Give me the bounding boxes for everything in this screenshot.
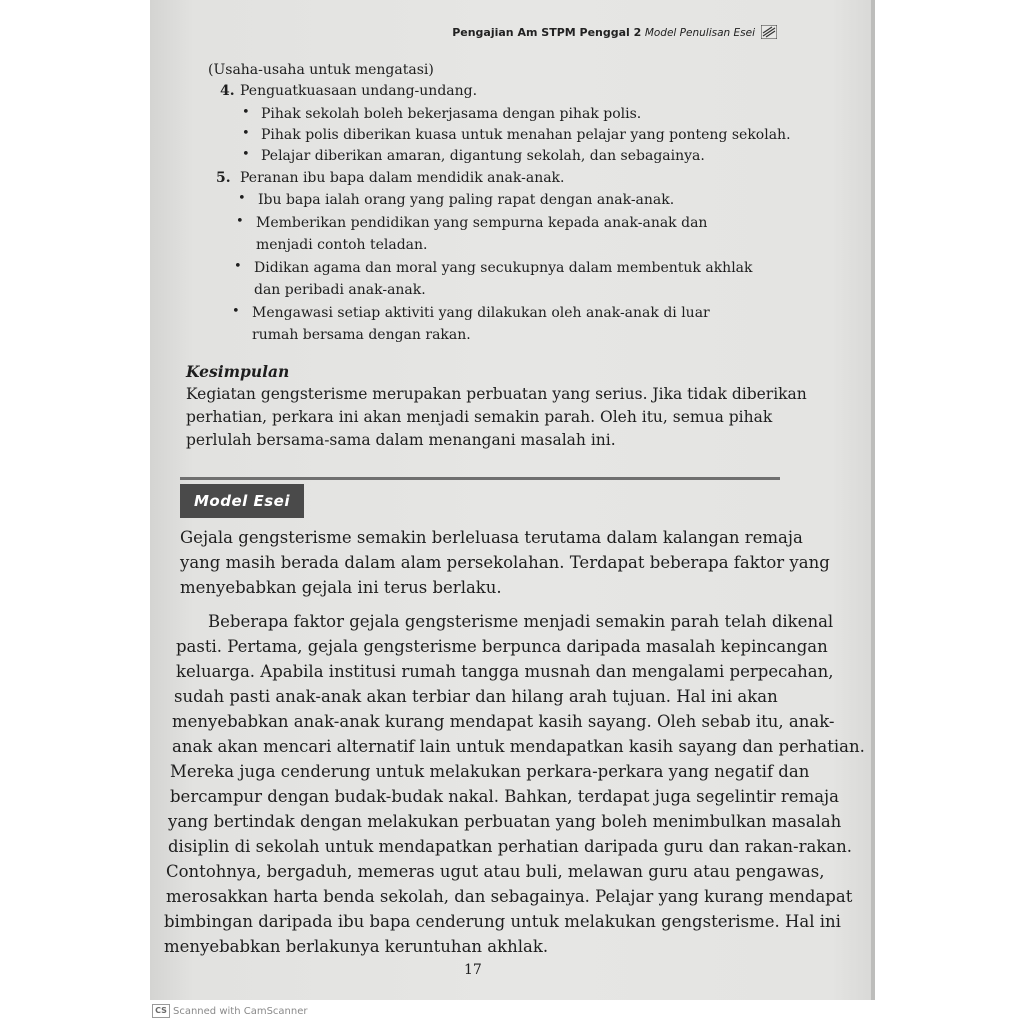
point-number: 4.	[220, 83, 235, 99]
bullet-icon: •	[242, 105, 250, 120]
essay-body-line: bercampur dengan budak-budak nakal. Bahkan, terdapat juga segelintir remaja	[170, 787, 840, 806]
essay-body-line: yang bertindak dengan melakukan perbuatan yang boleh menimbulkan masalah	[168, 812, 842, 831]
camscanner-logo-icon: CS	[152, 1004, 170, 1018]
model-esei-label: Model Esei	[180, 484, 304, 518]
bullet-icon: •	[242, 147, 250, 162]
essay-body-line: bimbingan daripada ibu bapa cenderung untuk melakukan gengsterisme. Hal ini	[164, 912, 841, 931]
bullet-icon: •	[242, 126, 250, 141]
essay-body-line: sudah pasti anak-anak akan terbiar dan hilang arah tujuan. Hal ini akan	[174, 687, 778, 706]
bullet-text: Mengawasi setiap aktiviti yang dilakukan oleh anak-anak di luar	[252, 305, 710, 321]
bullet-icon: •	[234, 259, 242, 274]
conclusion-line: Kegiatan gengsterisme merupakan perbuatan yang serius. Jika tidak diberikan	[186, 385, 807, 403]
essay-body-line: menyebabkan anak-anak kurang mendapat kasih sayang. Oleh sebab itu, anak-	[172, 712, 835, 731]
page-corner-icon	[761, 25, 777, 39]
essay-body-line: pasti. Pertama, gejala gengsterisme berpunca daripada masalah kepincangan	[176, 637, 828, 656]
point-number: 5.	[216, 170, 231, 186]
bullet-text: Pihak sekolah boleh bekerjasama dengan pihak polis.	[261, 106, 642, 122]
bullet-text-continued: menjadi contoh teladan.	[256, 237, 428, 253]
point-title: Peranan ibu bapa dalam mendidik anak-anak.	[240, 170, 565, 186]
essay-body-line: menyebabkan berlakunya keruntuhan akhlak.	[164, 937, 549, 956]
book-page	[150, 0, 875, 1000]
bullet-text-continued: dan peribadi anak-anak.	[254, 282, 426, 298]
essay-body-line: disiplin di sekolah untuk mendapatkan perhatian daripada guru dan rakan-rakan.	[168, 837, 853, 856]
essay-body-line: Mereka juga cenderung untuk melakukan perkara-perkara yang negatif dan	[170, 762, 810, 781]
bullet-icon: •	[238, 191, 246, 206]
bullet-icon: •	[232, 304, 240, 319]
bullet-text: Didikan agama dan moral yang secukupnya dalam membentuk akhlak	[254, 260, 753, 276]
section-divider	[180, 477, 780, 480]
section-heading: (Usaha-usaha untuk mengatasi)	[208, 62, 434, 78]
essay-body-line: merosakkan harta benda sekolah, dan sebagainya. Pelajar yang kurang mendapat	[166, 887, 853, 906]
bullet-text: Memberikan pendidikan yang sempurna kepada anak-anak dan	[256, 215, 708, 231]
essay-body-line: keluarga. Apabila institusi rumah tangga musnah dan mengalami perpecahan,	[176, 662, 834, 681]
essay-intro-line: Gejala gengsterisme semakin berleluasa terutama dalam kalangan remaja	[180, 528, 803, 547]
essay-body-line: anak akan mencari alternatif lain untuk mendapatkan kasih sayang dan perhatian.	[172, 737, 865, 756]
essay-intro-line: menyebabkan gejala ini terus berlaku.	[180, 578, 502, 597]
book-title: Pengajian Am STPM Penggal 2	[452, 26, 642, 39]
bullet-text: Pelajar diberikan amaran, digantung sekolah, dan sebagainya.	[261, 148, 705, 164]
running-header	[452, 26, 755, 39]
bullet-icon: •	[236, 214, 244, 229]
essay-body-line: Contohnya, bergaduh, memeras ugut atau buli, melawan guru atau pengawas,	[166, 862, 825, 881]
point-title: Penguatkuasaan undang-undang.	[240, 83, 478, 99]
scanner-watermark-text: Scanned with CamScanner	[173, 1005, 308, 1017]
scanner-watermark	[152, 1004, 308, 1018]
conclusion-line: perlulah bersama-sama dalam menangani masalah ini.	[186, 431, 616, 449]
essay-intro-line: yang masih berada dalam alam persekolahan. Terdapat beberapa faktor yang	[180, 553, 830, 572]
chapter-title: Model Penulisan Esei	[644, 27, 755, 39]
bullet-text: Ibu bapa ialah orang yang paling rapat dengan anak-anak.	[258, 192, 675, 208]
bullet-text-continued: rumah bersama dengan rakan.	[252, 327, 471, 343]
bullet-text: Pihak polis diberikan kuasa untuk menahan pelajar yang ponteng sekolah.	[261, 127, 791, 143]
essay-body-line: Beberapa faktor gejala gengsterisme menjadi semakin parah telah dikenal	[208, 612, 834, 631]
page-number: 17	[464, 962, 482, 978]
conclusion-line: perhatian, perkara ini akan menjadi semakin parah. Oleh itu, semua pihak	[186, 408, 773, 426]
conclusion-heading: Kesimpulan	[186, 362, 290, 381]
